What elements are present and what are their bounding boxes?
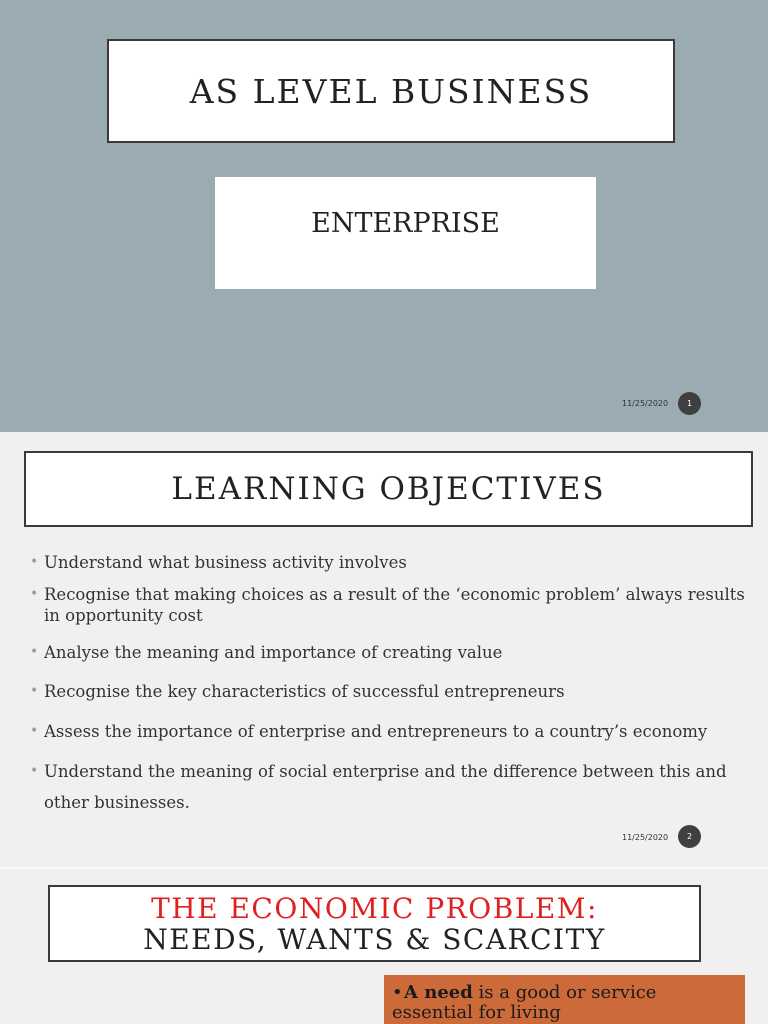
slide-2-date: 11/25/2020 [622,833,669,842]
bullet-icon: • [30,644,39,660]
objective-text: Recognise the key characteristics of successful entrepreneurs [44,682,565,701]
need-term: A need [404,982,473,1003]
bullet-icon: • [30,723,39,739]
slide-3-title [48,885,701,962]
slide-2-title: LEARNING OBJECTIVES [24,451,753,527]
slide-1-title: AS LEVEL BUSINESS [107,39,675,143]
objective-text: Recognise that making choices as a result of the ‘economic problem’ always results in opportunity cost [44,585,745,625]
need-definition: is a good or service essential for living [392,982,657,1023]
objective-item [30,584,745,626]
slide-1 [0,0,768,432]
slide-3-title-line-2: NEEDS, WANTS & SCARCITY [143,922,606,956]
bullet-icon: • [30,586,39,602]
need-definition-box [384,975,745,1024]
bullet-icon: • [30,763,39,779]
bullet-icon: • [392,982,403,1003]
learning-objectives-list [30,552,745,818]
slide-1-date: 11/25/2020 [622,399,669,408]
objective-text: Understand what business activity involves [44,553,407,572]
objective-item [30,642,745,663]
objective-item [30,721,745,742]
objective-text: Understand the meaning of social enterprise and the difference between this and other businesses. [44,762,727,812]
slide-3-title-line-1: THE ECONOMIC PROBLEM: [151,891,598,925]
objective-text: Analyse the meaning and importance of creating value [44,643,503,662]
slide-2-page-number: 2 [678,825,701,848]
bullet-icon: • [30,554,39,570]
objective-item [30,552,745,573]
slide-1-subtitle: ENTERPRISE [215,177,596,289]
slide-2 [0,432,768,867]
objective-text: Assess the importance of enterprise and entrepreneurs to a country’s economy [44,722,708,741]
bullet-icon: • [30,683,39,699]
objective-item [30,681,745,702]
objective-item [30,756,745,818]
slide-1-page-number: 1 [678,392,701,415]
slide-3 [0,867,768,1024]
